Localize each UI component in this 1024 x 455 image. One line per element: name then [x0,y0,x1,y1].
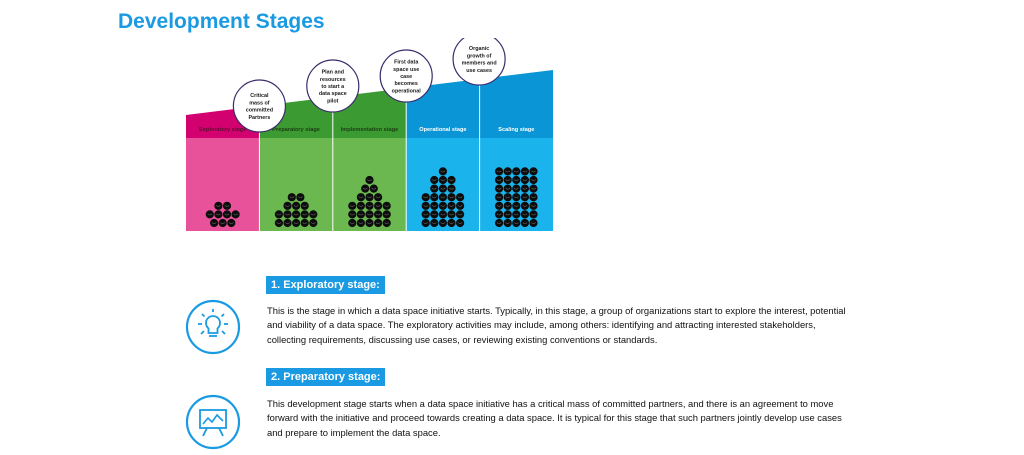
section-body-preparatory: This development stage starts when a data space initiative has a critical mass of committed partners, and there is an agreement to move forward with the initiative and proceed towards creating a data space. It is typical for this stage that such partners jointly develop use cases and prepare to implement the data space. [267,398,842,438]
stages-chart [180,38,560,238]
member-dot [348,219,356,227]
member-dot [357,219,365,227]
member-dot [447,210,455,218]
member-dot [504,210,512,218]
section-body-exploratory: This is the stage in which a data space initiative starts. Typically, in this stage, a group of organizations start to explore the interest, potential and viability of a data space. The exploratory activities may include, among others: identifying and attracting interested stakeholders, collecting requirements, discussing use cases, or reviewing existing conventions or standards. [267,305,846,345]
member-dot [456,193,464,201]
member-dot [365,202,373,210]
member-dot [456,219,464,227]
milestone-text: Plan and resources to start a data space pilot [318,69,347,105]
member-dot [383,210,391,218]
member-dot [383,219,391,227]
member-dot [357,193,365,201]
member-dot [206,210,214,218]
member-dot [512,176,520,184]
member-dot [422,219,430,227]
member-dot [288,193,296,201]
member-dot [447,193,455,201]
member-dot [495,176,503,184]
member-dot [292,219,300,227]
member-dot [504,193,512,201]
member-dot [495,167,503,175]
section-heading-exploratory: 1. Exploratory stage: [266,276,385,294]
member-dot [422,210,430,218]
section-heading-preparatory: 2. Preparatory stage: [266,368,385,386]
member-dot [374,202,382,210]
member-dot [512,219,520,227]
member-dot [430,210,438,218]
member-dot [219,219,227,227]
member-dot [512,202,520,210]
member-dot [374,210,382,218]
stage-label: Scaling stage [498,127,535,133]
member-dot [504,176,512,184]
member-dot [439,219,447,227]
member-dot [365,176,373,184]
member-dot [292,210,300,218]
member-dot [512,167,520,175]
member-dot [422,193,430,201]
page-title: Development Stages [118,10,325,33]
member-dot [370,185,378,193]
member-dot [521,176,529,184]
member-dot [301,210,309,218]
milestone-text: Organic growth of members and use cases [461,46,497,74]
member-dot [447,176,455,184]
member-dot [223,210,231,218]
presentation-board-icon [185,394,241,455]
stage-label: Exploratory stage [199,127,247,133]
member-dot [439,167,447,175]
member-dot [512,185,520,193]
milestone-text: First data space use case becomes operational [391,59,421,95]
member-dot [495,185,503,193]
member-dot [214,210,222,218]
member-dot [309,210,317,218]
member-dot [361,185,369,193]
member-dot [447,219,455,227]
member-dot [283,219,291,227]
member-dot [512,210,520,218]
stage-label: Preparatory stage [272,127,320,133]
member-dot [521,202,529,210]
member-dot [529,202,537,210]
member-dot [357,202,365,210]
member-dot [439,193,447,201]
member-dot [348,210,356,218]
member-dot [210,219,218,227]
member-dot [365,219,373,227]
member-dot [521,185,529,193]
member-dot [301,202,309,210]
member-dot [512,193,520,201]
member-dot [439,185,447,193]
development-stages-diagram [180,38,560,238]
member-dot [430,185,438,193]
member-dot [456,202,464,210]
member-dot [309,219,317,227]
member-dot [365,193,373,201]
member-dot [521,219,529,227]
member-dot [529,193,537,201]
member-dot [439,176,447,184]
stage-label: Implementation stage [340,127,399,133]
member-dot [283,202,291,210]
stage-column [186,138,259,231]
member-dot [283,210,291,218]
member-dot [223,202,231,210]
stage-label: Operational stage [419,127,467,133]
member-dot [227,219,235,227]
member-dot [348,202,356,210]
member-dot [504,219,512,227]
member-dot [521,167,529,175]
member-dot [447,202,455,210]
member-dot [292,202,300,210]
member-dot [422,202,430,210]
member-dot [447,185,455,193]
member-dot [275,210,283,218]
member-dot [383,202,391,210]
member-dot [495,210,503,218]
member-dot [504,202,512,210]
member-dot [521,210,529,218]
lightbulb-icon [185,299,241,360]
member-dot [296,193,304,201]
member-dot [357,210,365,218]
member-dot [301,219,309,227]
member-dot [495,219,503,227]
member-dot [374,219,382,227]
member-dot [504,185,512,193]
member-dot [504,167,512,175]
member-dot [374,193,382,201]
member-dot [495,193,503,201]
member-dot [529,167,537,175]
member-dot [529,210,537,218]
member-dot [232,210,240,218]
member-dot [495,202,503,210]
member-dot [430,176,438,184]
member-dot [365,210,373,218]
member-dot [529,176,537,184]
member-dot [430,202,438,210]
member-dot [430,219,438,227]
member-dot [275,219,283,227]
member-dot [439,202,447,210]
member-dot [430,193,438,201]
member-dot [439,210,447,218]
member-dot [214,202,222,210]
member-dot [521,193,529,201]
member-dot [529,219,537,227]
member-dot [529,185,537,193]
milestone-text: Critical mass of committed Partners [245,93,274,121]
member-dot [456,210,464,218]
